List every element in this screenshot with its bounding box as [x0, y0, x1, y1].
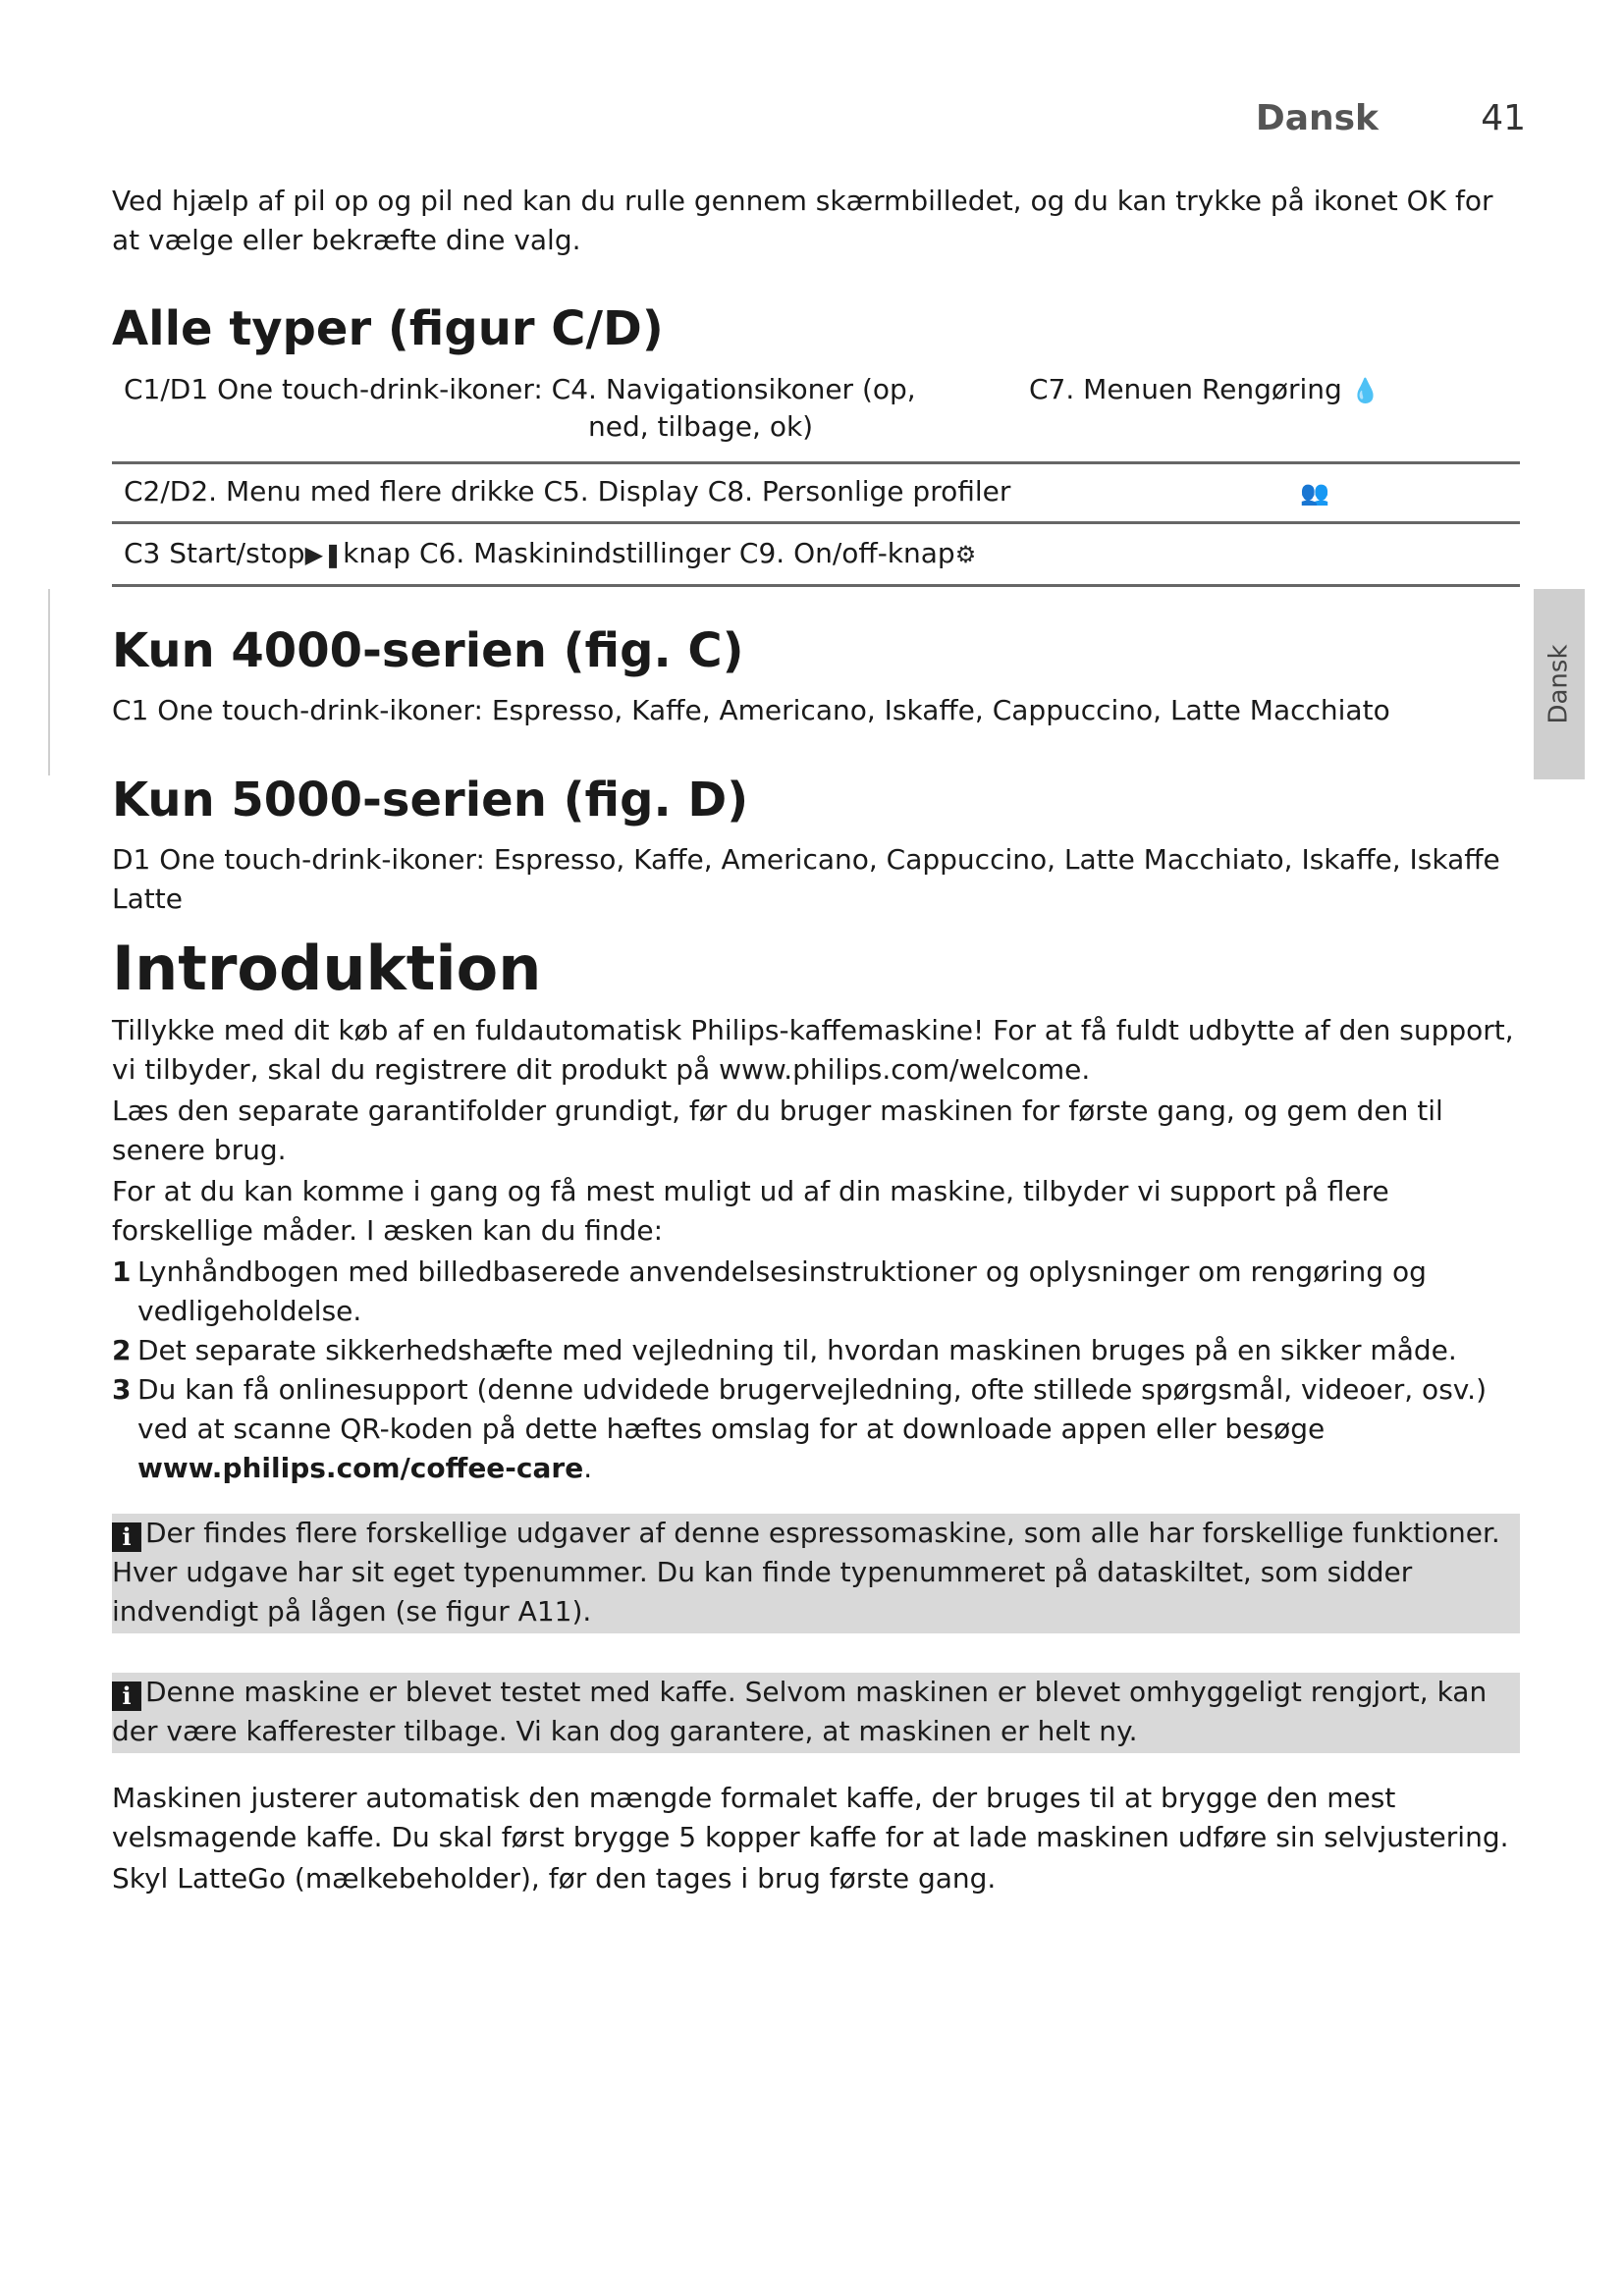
droplet-icon: 💧 — [1350, 377, 1380, 404]
coffee-care-link[interactable]: www.philips.com/coffee-care — [137, 1452, 584, 1484]
intro-paragraph-3-wrap — [112, 1172, 1520, 1251]
list-number: 2 — [112, 1334, 132, 1366]
side-tab-label: Dansk — [1544, 644, 1575, 724]
list-text: Det separate sikkerhedshæfte med vejledning til, hvordan maskinen bruges på en sikker måde. — [137, 1334, 1457, 1366]
list-number: 1 — [112, 1255, 132, 1288]
intro-paragraph-1-wrap — [112, 1011, 1520, 1090]
legend-c7: C7. Menuen Rengøring — [1029, 373, 1342, 405]
info-note-1 — [112, 1514, 1520, 1633]
legend-row-1-col1: C1/D1 One touch-drink-ikoner: C4. Navigationsikoner (op, — [124, 373, 916, 405]
people-icon: 👥 — [1300, 479, 1329, 507]
heading-introduktion: Introduktion — [112, 933, 542, 1004]
heading-5000: Kun 5000-serien (fig. D) — [112, 773, 749, 828]
intro-text: Ved hjælp af pil op og pil ned kan du rulle gennem skærmbilledet, og du kan trykke på ikonet OK for at vælge eller bekræfte dine valg. — [112, 185, 1493, 256]
margin-rule — [48, 589, 50, 775]
intro-paragraph-3: For at du kan komme i gang og få mest muligt ud af din maskine, tilbyder vi support på flere forskellige måder. I æsken kan du finde: — [112, 1175, 1389, 1247]
legend-row-1-col2 — [1029, 371, 1380, 409]
info-note-1-text: Der findes flere forskellige udgaver af denne espressomaskine, som alle har forskellige funktioner. Hver udgave har sit eget typenummer. Du kan finde typenummeret på dataskiltet, som sidder indvendigt på lågen (se figur A11). — [112, 1517, 1500, 1628]
text-4000: C1 One touch-drink-ikoner: Espresso, Kaffe, Americano, Iskaffe, Cappuccino, Latte Macchiato — [112, 694, 1390, 726]
heading-4000: Kun 4000-serien (fig. C) — [112, 623, 744, 678]
intro-paragraph-2: Læs den separate garantifolder grundigt, før du bruger maskinen for første gang, og gem den til senere brug. — [112, 1095, 1443, 1166]
info-icon: i — [112, 1522, 141, 1552]
intro-paragraph-1: Tillykke med dit køb af en fuldautomatisk Philips-kaffemaskine! For at få fuldt udbytte af den support, vi tilbyder, skal du registrere dit produkt på www.philips.com/welcome. — [112, 1014, 1514, 1086]
list-text-wrap — [137, 1370, 1520, 1488]
header-language: Dansk — [1255, 98, 1379, 138]
list-item — [112, 1370, 1520, 1488]
legend-c3: C3 Start/stop — [124, 537, 305, 569]
list-item — [112, 1253, 1520, 1331]
page-number: 41 — [1481, 98, 1526, 138]
heading-alle-typer: Alle typer (figur C/D) — [112, 301, 664, 356]
closing-paragraph-2-wrap — [112, 1859, 1520, 1898]
support-list — [112, 1253, 1520, 1488]
intro-paragraph — [112, 182, 1520, 260]
text-5000-wrap — [112, 840, 1520, 919]
section-5000 — [112, 772, 1520, 828]
legend-row-2-col1: C2/D2. Menu med flere drikke C5. Display C8. Personlige profiler — [124, 475, 1011, 507]
legend-row-1 — [112, 371, 1520, 464]
text-5000: D1 One touch-drink-ikoner: Espresso, Kaffe, Americano, Cappuccino, Latte Macchiato, Iskaffe, Iskaffe Latte — [112, 843, 1500, 915]
text-4000-wrap — [112, 691, 1520, 730]
list-item — [112, 1331, 1520, 1370]
section-alle-typer — [112, 300, 1520, 357]
section-introduktion — [112, 933, 1520, 1005]
gear-icon: ⚙ — [954, 541, 977, 568]
info-note-2-text: Denne maskine er blevet testet med kaffe. Selvom maskinen er blevet omhyggeligt rengjort, kan der være kafferester tilbage. Vi kan dog garantere, at maskinen er helt ny. — [112, 1676, 1488, 1747]
list-text: Du kan få onlinesupport (denne udvidede brugervejledning, ofte stillede spørgsmål, videoer, osv.) ved at scanne QR-koden på dette hæftes omslag for at downloade appen eller besøge — [137, 1373, 1487, 1445]
intro-paragraph-2-wrap — [112, 1092, 1520, 1170]
language-side-tab — [1534, 589, 1585, 779]
play-pause-icon: ▶❚ — [304, 541, 344, 568]
closing-paragraph-1-wrap — [112, 1779, 1520, 1857]
closing-paragraph-2: Skyl LatteGo (mælkebeholder), før den tages i brug første gang. — [112, 1862, 997, 1895]
legend-row-3 — [112, 521, 1520, 587]
section-4000 — [112, 622, 1520, 679]
closing-paragraph-1: Maskinen justerer automatisk den mængde formalet kaffe, der bruges til at brygge den mest velsmagende kaffe. Du skal først brygge 5 kopper kaffe for at lade maskinen udføre sin selvjustering. — [112, 1782, 1509, 1853]
info-note-2 — [112, 1673, 1520, 1753]
list-number: 3 — [112, 1373, 132, 1406]
info-icon: i — [112, 1682, 141, 1711]
legend-c6-c9: knap C6. Maskinindstillinger C9. On/off-knap — [343, 537, 955, 569]
list-text: Lynhåndbogen med billedbaserede anvendelsesinstruktioner og oplysninger om rengøring og vedligeholdelse. — [137, 1255, 1427, 1327]
legend-row-2 — [112, 461, 1520, 524]
legend-row-3-content — [124, 535, 976, 573]
list-text-end: . — [583, 1452, 593, 1484]
legend-row-1-col1-cont: ned, tilbage, ok) — [588, 410, 814, 443]
